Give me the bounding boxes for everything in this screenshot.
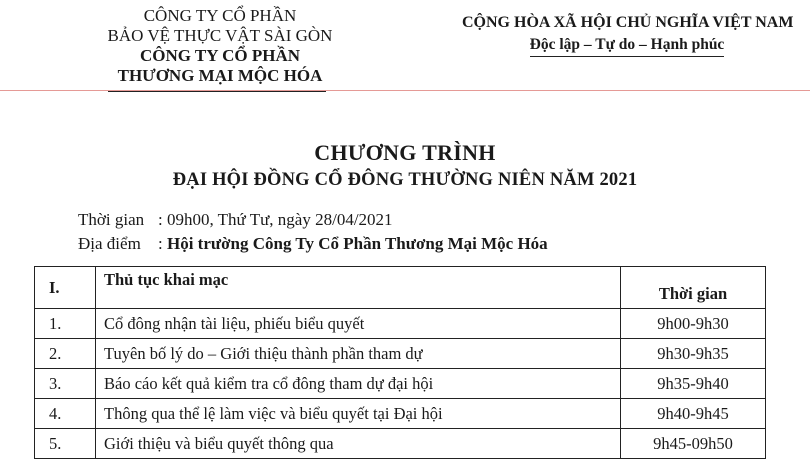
meeting-time xyxy=(78,210,393,230)
company-header xyxy=(90,6,350,86)
document-subtitle: ĐẠI HỘI ĐỒNG CỔ ĐÔNG THƯỜNG NIÊN NĂM 2021 xyxy=(172,170,638,190)
row-number: 1. xyxy=(35,309,96,339)
row-time: 9h45-09h50 xyxy=(621,429,766,459)
national-title: CỘNG HÒA XÃ HỘI CHỦ NGHĨA VIỆT NAM xyxy=(462,14,794,31)
agenda-table xyxy=(34,266,766,459)
time-column-header: Thời gian xyxy=(621,267,766,309)
row-number: 3. xyxy=(35,369,96,399)
row-item: Thông qua thể lệ làm việc và biểu quyết tại Đại hội xyxy=(96,399,621,429)
table-row xyxy=(35,309,766,339)
place-colon: : xyxy=(158,234,167,253)
row-item: Báo cáo kết quả kiểm tra cổ đông tham dự đại hội xyxy=(96,369,621,399)
row-number: 4. xyxy=(35,399,96,429)
document-title: CHƯƠNG TRÌNH xyxy=(314,140,496,165)
company-name-line2: THƯƠNG MẠI MỘC HÓA xyxy=(117,66,323,85)
row-time: 9h30-9h35 xyxy=(621,339,766,369)
place-label: Địa điểm xyxy=(78,234,141,253)
row-item: Tuyên bố lý do – Giới thiệu thành phần tham dự xyxy=(96,339,621,369)
row-number: 5. xyxy=(35,429,96,459)
meeting-place xyxy=(78,234,548,254)
row-item: Giới thiệu và biểu quyết thông qua xyxy=(96,429,621,459)
table-row xyxy=(35,399,766,429)
row-time: 9h40-9h45 xyxy=(621,399,766,429)
parent-company-line1: CÔNG TY CỔ PHẦN xyxy=(143,6,297,25)
row-time: 9h35-9h40 xyxy=(621,369,766,399)
row-time: 9h00-9h30 xyxy=(621,309,766,339)
time-label: Thời gian xyxy=(78,210,145,229)
header-divider xyxy=(0,90,810,91)
agenda-section-row xyxy=(35,267,766,309)
place-value: Hội trường Công Ty Cổ Phần Thương Mại Mộc Hóa xyxy=(166,234,548,253)
section-title: Thủ tục khai mạc xyxy=(96,267,621,309)
table-row xyxy=(35,339,766,369)
section-number: I. xyxy=(35,267,96,309)
time-value: : 09h00, Thứ Tư, ngày 28/04/2021 xyxy=(158,210,393,229)
row-item: Cổ đông nhận tài liệu, phiếu biểu quyết xyxy=(96,309,621,339)
parent-company-line2: BẢO VỆ THỰC VẬT SÀI GÒN xyxy=(107,26,333,45)
national-header xyxy=(462,12,792,57)
row-number: 2. xyxy=(35,339,96,369)
company-name-line1: CÔNG TY CỔ PHẦN xyxy=(139,46,301,65)
national-motto: Độc lập – Tự do – Hạnh phúc xyxy=(530,34,725,57)
table-row xyxy=(35,369,766,399)
table-row xyxy=(35,429,766,459)
company-underline xyxy=(108,91,326,92)
